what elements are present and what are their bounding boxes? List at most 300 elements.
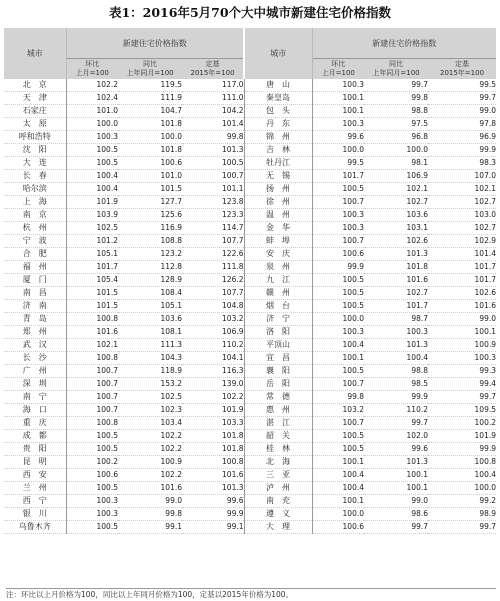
- city-name: 太 原: [4, 118, 66, 131]
- table-row: [4, 144, 496, 157]
- tongbi-value: 108.1: [118, 326, 182, 339]
- table-row: [4, 443, 496, 456]
- huanbi-value: 100.1: [312, 495, 364, 508]
- huanbi-value: 100.3: [312, 118, 364, 131]
- tongbi-value: 99.7: [364, 417, 428, 430]
- dingji-value: 99.6: [182, 495, 244, 508]
- huanbi-value: 100.3: [66, 131, 118, 144]
- huanbi-value: 103.2: [312, 404, 364, 417]
- city-name: 包 头: [244, 105, 312, 118]
- dingji-value: 99.8: [182, 131, 244, 144]
- city-name: 大 理: [244, 521, 312, 534]
- huanbi-value: 100.7: [312, 378, 364, 391]
- dingji-value: 114.7: [182, 222, 244, 235]
- table-row: [4, 300, 496, 313]
- huanbi-value: 105.1: [66, 248, 118, 261]
- city-name: 吉 林: [244, 144, 312, 157]
- huanbi-value: 100.4: [66, 183, 118, 196]
- tongbi-value: 110.2: [364, 404, 428, 417]
- city-name: 遵 义: [244, 508, 312, 521]
- city-name: 沈 阳: [4, 144, 66, 157]
- header-city-right: 城市: [244, 28, 312, 79]
- city-name: 洛 阳: [244, 326, 312, 339]
- city-name: 扬 州: [244, 183, 312, 196]
- tongbi-value: 101.3: [364, 339, 428, 352]
- dingji-value: 101.8: [182, 443, 244, 456]
- huanbi-value: 102.4: [66, 92, 118, 105]
- tongbi-value: 108.4: [118, 287, 182, 300]
- city-name: 唐 山: [244, 79, 312, 92]
- huanbi-value: 100.5: [312, 274, 364, 287]
- dingji-value: 103.3: [182, 417, 244, 430]
- table-row: [4, 118, 496, 131]
- city-name: 桂 林: [244, 443, 312, 456]
- huanbi-value: 100.3: [312, 79, 364, 92]
- huanbi-value: 100.6: [312, 248, 364, 261]
- city-name: 上 海: [4, 196, 66, 209]
- table-row: [4, 469, 496, 482]
- tongbi-value: 98.8: [364, 365, 428, 378]
- tongbi-value: 100.4: [364, 352, 428, 365]
- huanbi-value: 101.9: [66, 196, 118, 209]
- huanbi-value: 100.7: [312, 235, 364, 248]
- city-name: 北 京: [4, 79, 66, 92]
- tongbi-value: 101.6: [364, 274, 428, 287]
- dingji-value: 99.7: [428, 521, 496, 534]
- huanbi-value: 101.0: [66, 105, 118, 118]
- dingji-value: 109.5: [428, 404, 496, 417]
- dingji-value: 100.3: [428, 352, 496, 365]
- header-huanbi-left: 环比 上月=100: [66, 59, 118, 80]
- dingji-value: 101.4: [428, 248, 496, 261]
- huanbi-value: 105.4: [66, 274, 118, 287]
- tongbi-value: 116.9: [118, 222, 182, 235]
- city-name: 南 充: [244, 495, 312, 508]
- table-row: [4, 404, 496, 417]
- header-dingji-left: 定基 2015年=100: [182, 59, 244, 80]
- footnote: 注：环比以上月价格为100，同比以上年同月价格为100，定基以2015年价格为100。: [6, 588, 496, 601]
- table-row: [4, 521, 496, 534]
- tongbi-value: 104.3: [118, 352, 182, 365]
- huanbi-value: 101.2: [66, 235, 118, 248]
- tongbi-value: 102.1: [364, 183, 428, 196]
- city-name: 安 庆: [244, 248, 312, 261]
- table-row: [4, 352, 496, 365]
- huanbi-value: 100.0: [312, 508, 364, 521]
- city-name: 丹 东: [244, 118, 312, 131]
- dingji-value: 106.9: [182, 326, 244, 339]
- city-name: 南 宁: [4, 391, 66, 404]
- city-name: 天 津: [4, 92, 66, 105]
- huanbi-value: 99.5: [312, 157, 364, 170]
- dingji-value: 104.2: [182, 105, 244, 118]
- tongbi-value: 102.7: [364, 196, 428, 209]
- dingji-value: 101.9: [428, 430, 496, 443]
- dingji-value: 100.4: [428, 469, 496, 482]
- table-row: [4, 378, 496, 391]
- huanbi-value: 100.4: [312, 469, 364, 482]
- city-name: 广 州: [4, 365, 66, 378]
- dingji-value: 123.3: [182, 209, 244, 222]
- huanbi-value: 100.6: [66, 469, 118, 482]
- dingji-value: 96.9: [428, 131, 496, 144]
- city-name: 韶 关: [244, 430, 312, 443]
- huanbi-value: 100.7: [312, 196, 364, 209]
- table-row: [4, 482, 496, 495]
- city-name: 福 州: [4, 261, 66, 274]
- tongbi-value: 123.2: [118, 248, 182, 261]
- huanbi-value: 100.5: [312, 443, 364, 456]
- tongbi-value: 101.0: [118, 170, 182, 183]
- huanbi-value: 100.3: [66, 508, 118, 521]
- dingji-value: 107.0: [428, 170, 496, 183]
- table-row: [4, 456, 496, 469]
- dingji-value: 102.7: [428, 222, 496, 235]
- table-row: [4, 261, 496, 274]
- table-row: [4, 157, 496, 170]
- dingji-value: 99.2: [428, 495, 496, 508]
- city-name: 牡丹江: [244, 157, 312, 170]
- city-name: 深 圳: [4, 378, 66, 391]
- city-name: 合 肥: [4, 248, 66, 261]
- tongbi-value: 153.2: [118, 378, 182, 391]
- dingji-value: 122.6: [182, 248, 244, 261]
- dingji-value: 111.0: [182, 92, 244, 105]
- dingji-value: 104.1: [182, 352, 244, 365]
- tongbi-value: 111.9: [118, 92, 182, 105]
- huanbi-value: 100.5: [312, 365, 364, 378]
- city-name: 大 连: [4, 157, 66, 170]
- tongbi-value: 112.8: [118, 261, 182, 274]
- city-name: 宜 昌: [244, 352, 312, 365]
- dingji-value: 126.2: [182, 274, 244, 287]
- huanbi-value: 99.6: [312, 131, 364, 144]
- huanbi-value: 101.5: [66, 300, 118, 313]
- city-name: 湛 江: [244, 417, 312, 430]
- tongbi-value: 101.8: [364, 261, 428, 274]
- huanbi-value: 100.5: [312, 287, 364, 300]
- huanbi-value: 100.0: [312, 313, 364, 326]
- city-name: 成 都: [4, 430, 66, 443]
- tongbi-value: 101.6: [118, 482, 182, 495]
- city-name: 无 锡: [244, 170, 312, 183]
- table-row: [4, 287, 496, 300]
- tongbi-value: 102.3: [118, 404, 182, 417]
- table-row: [4, 365, 496, 378]
- dingji-value: 101.3: [182, 482, 244, 495]
- tongbi-value: 98.5: [364, 378, 428, 391]
- tongbi-value: 103.1: [364, 222, 428, 235]
- dingji-value: 117.0: [182, 79, 244, 92]
- tongbi-value: 98.8: [364, 105, 428, 118]
- table-row: [4, 105, 496, 118]
- city-name: 蚌 埠: [244, 235, 312, 248]
- tongbi-value: 98.6: [364, 508, 428, 521]
- city-name: 长 春: [4, 170, 66, 183]
- tongbi-value: 119.5: [118, 79, 182, 92]
- dingji-value: 101.1: [182, 183, 244, 196]
- dingji-value: 103.2: [182, 313, 244, 326]
- tongbi-value: 100.0: [118, 131, 182, 144]
- tongbi-value: 101.3: [364, 456, 428, 469]
- city-name: 岳 阳: [244, 378, 312, 391]
- dingji-value: 98.3: [428, 157, 496, 170]
- city-name: 泸 州: [244, 482, 312, 495]
- huanbi-value: 100.0: [66, 118, 118, 131]
- tongbi-value: 106.9: [364, 170, 428, 183]
- dingji-value: 139.0: [182, 378, 244, 391]
- dingji-value: 110.2: [182, 339, 244, 352]
- table-row: [4, 339, 496, 352]
- huanbi-value: 100.1: [312, 105, 364, 118]
- tongbi-value: 101.5: [118, 183, 182, 196]
- tongbi-value: 99.8: [118, 508, 182, 521]
- tongbi-value: 99.7: [364, 79, 428, 92]
- dingji-value: 103.0: [428, 209, 496, 222]
- city-name: 平顶山: [244, 339, 312, 352]
- page-title: 表1：2016年5月70个大中城市新建住宅价格指数: [108, 5, 392, 20]
- city-name: 温 州: [244, 209, 312, 222]
- huanbi-value: 101.6: [66, 326, 118, 339]
- dingji-value: 101.7: [428, 261, 496, 274]
- city-name: 西 宁: [4, 495, 66, 508]
- huanbi-value: 100.5: [66, 482, 118, 495]
- table-row: [4, 391, 496, 404]
- dingji-value: 98.9: [428, 508, 496, 521]
- city-name: 乌鲁木齐: [4, 521, 66, 534]
- dingji-value: 101.8: [182, 430, 244, 443]
- city-name: 秦皇岛: [244, 92, 312, 105]
- dingji-value: 102.6: [428, 287, 496, 300]
- table-row: [4, 248, 496, 261]
- dingji-value: 100.9: [428, 339, 496, 352]
- dingji-value: 100.2: [428, 417, 496, 430]
- city-name: 九 江: [244, 274, 312, 287]
- tongbi-value: 102.6: [364, 235, 428, 248]
- tongbi-value: 108.8: [118, 235, 182, 248]
- dingji-value: 99.1: [182, 521, 244, 534]
- huanbi-value: 100.5: [312, 300, 364, 313]
- dingji-value: 102.9: [428, 235, 496, 248]
- tongbi-value: 99.0: [118, 495, 182, 508]
- tongbi-value: 98.1: [364, 157, 428, 170]
- city-name: 南 昌: [4, 287, 66, 300]
- city-name: 徐 州: [244, 196, 312, 209]
- city-name: 重 庆: [4, 417, 66, 430]
- tongbi-value: 99.7: [364, 521, 428, 534]
- dingji-value: 97.8: [428, 118, 496, 131]
- city-name: 济 宁: [244, 313, 312, 326]
- tongbi-value: 100.0: [364, 144, 428, 157]
- dingji-value: 107.7: [182, 235, 244, 248]
- dingji-value: 99.9: [428, 443, 496, 456]
- dingji-value: 101.4: [182, 118, 244, 131]
- huanbi-value: 100.5: [66, 157, 118, 170]
- dingji-value: 99.0: [428, 105, 496, 118]
- table-row: [4, 79, 496, 92]
- header-dingji-right: 定基 2015年=100: [428, 59, 496, 80]
- huanbi-value: 100.3: [312, 326, 364, 339]
- huanbi-value: 102.2: [66, 79, 118, 92]
- dingji-value: 104.8: [182, 300, 244, 313]
- tongbi-value: 102.0: [364, 430, 428, 443]
- tongbi-value: 101.8: [118, 144, 182, 157]
- table-row: [4, 495, 496, 508]
- city-name: 赣 州: [244, 287, 312, 300]
- table-row: [4, 209, 496, 222]
- tongbi-value: 99.9: [364, 391, 428, 404]
- dingji-value: 101.3: [182, 144, 244, 157]
- tongbi-value: 127.7: [118, 196, 182, 209]
- tongbi-value: 102.2: [118, 430, 182, 443]
- huanbi-value: 101.5: [66, 287, 118, 300]
- city-name: 兰 州: [4, 482, 66, 495]
- dingji-value: 101.6: [182, 469, 244, 482]
- tongbi-value: 103.6: [118, 313, 182, 326]
- dingji-value: 107.7: [182, 287, 244, 300]
- tongbi-value: 104.7: [118, 105, 182, 118]
- huanbi-value: 100.5: [312, 430, 364, 443]
- city-name: 常 德: [244, 391, 312, 404]
- dingji-value: 100.5: [182, 157, 244, 170]
- huanbi-value: 103.9: [66, 209, 118, 222]
- dingji-value: 99.3: [428, 365, 496, 378]
- table-body: [4, 79, 496, 534]
- city-name: 长 沙: [4, 352, 66, 365]
- table-row: [4, 196, 496, 209]
- tongbi-value: 96.8: [364, 131, 428, 144]
- huanbi-value: 100.5: [66, 430, 118, 443]
- huanbi-value: 100.3: [312, 209, 364, 222]
- header-tongbi-left: 同比 上年同月=100: [118, 59, 182, 80]
- tongbi-value: 99.1: [118, 521, 182, 534]
- huanbi-value: 100.8: [66, 352, 118, 365]
- dingji-value: 102.2: [182, 391, 244, 404]
- header-group-left: 新建住宅价格指数: [66, 28, 244, 59]
- table-row: [4, 92, 496, 105]
- header-group-right: 新建住宅价格指数: [312, 28, 496, 59]
- huanbi-value: 100.4: [66, 170, 118, 183]
- dingji-value: 111.8: [182, 261, 244, 274]
- tongbi-value: 102.7: [364, 287, 428, 300]
- huanbi-value: 100.1: [312, 352, 364, 365]
- dingji-value: 100.8: [428, 456, 496, 469]
- tongbi-value: 102.5: [118, 391, 182, 404]
- city-name: 海 口: [4, 404, 66, 417]
- city-name: 厦 门: [4, 274, 66, 287]
- table-row: [4, 222, 496, 235]
- tongbi-value: 125.6: [118, 209, 182, 222]
- dingji-value: 123.8: [182, 196, 244, 209]
- tongbi-value: 100.9: [118, 456, 182, 469]
- huanbi-value: 102.1: [66, 339, 118, 352]
- huanbi-value: 101.7: [312, 170, 364, 183]
- table-row: [4, 274, 496, 287]
- dingji-value: 99.4: [428, 378, 496, 391]
- price-index-table: [4, 28, 496, 534]
- tongbi-value: 100.1: [364, 482, 428, 495]
- city-name: 哈尔滨: [4, 183, 66, 196]
- dingji-value: 101.7: [428, 274, 496, 287]
- dingji-value: 100.8: [182, 456, 244, 469]
- dingji-value: 100.1: [428, 326, 496, 339]
- dingji-value: 101.9: [182, 404, 244, 417]
- city-name: 贵 阳: [4, 443, 66, 456]
- huanbi-value: 100.5: [66, 443, 118, 456]
- city-name: 西 安: [4, 469, 66, 482]
- dingji-value: 99.0: [428, 313, 496, 326]
- huanbi-value: 99.8: [312, 391, 364, 404]
- huanbi-value: 100.7: [66, 378, 118, 391]
- huanbi-value: 100.7: [312, 417, 364, 430]
- city-name: 南 京: [4, 209, 66, 222]
- huanbi-value: 99.9: [312, 261, 364, 274]
- city-name: 呼和浩特: [4, 131, 66, 144]
- table-row: [4, 417, 496, 430]
- city-name: 青 岛: [4, 313, 66, 326]
- dingji-value: 99.7: [428, 391, 496, 404]
- huanbi-value: 100.7: [66, 404, 118, 417]
- city-name: 锦 州: [244, 131, 312, 144]
- tongbi-value: 101.8: [118, 118, 182, 131]
- header-tongbi-right: 同比 上年同月=100: [364, 59, 428, 80]
- tongbi-value: 105.1: [118, 300, 182, 313]
- huanbi-value: 100.7: [66, 365, 118, 378]
- tongbi-value: 103.6: [364, 209, 428, 222]
- huanbi-value: 100.5: [66, 521, 118, 534]
- dingji-value: 99.5: [428, 79, 496, 92]
- table-row: [4, 170, 496, 183]
- huanbi-value: 100.8: [66, 417, 118, 430]
- huanbi-value: 100.5: [312, 183, 364, 196]
- city-name: 惠 州: [244, 404, 312, 417]
- city-name: 金 华: [244, 222, 312, 235]
- table-row: [4, 183, 496, 196]
- city-name: 郑 州: [4, 326, 66, 339]
- tongbi-value: 102.2: [118, 443, 182, 456]
- table-row: [4, 313, 496, 326]
- dingji-value: 102.1: [428, 183, 496, 196]
- huanbi-value: 100.1: [312, 92, 364, 105]
- city-name: 烟 台: [244, 300, 312, 313]
- city-name: 武 汉: [4, 339, 66, 352]
- header-city-left: 城市: [4, 28, 66, 79]
- tongbi-value: 98.7: [364, 313, 428, 326]
- tongbi-value: 100.3: [364, 326, 428, 339]
- huanbi-value: 100.6: [312, 521, 364, 534]
- city-name: 北 海: [244, 456, 312, 469]
- huanbi-value: 100.3: [66, 495, 118, 508]
- tongbi-value: 118.9: [118, 365, 182, 378]
- dingji-value: 99.9: [182, 508, 244, 521]
- dingji-value: 100.7: [182, 170, 244, 183]
- city-name: 泉 州: [244, 261, 312, 274]
- table-row: [4, 326, 496, 339]
- city-name: 济 南: [4, 300, 66, 313]
- city-name: 石家庄: [4, 105, 66, 118]
- huanbi-value: 102.5: [66, 222, 118, 235]
- tongbi-value: 100.6: [118, 157, 182, 170]
- city-name: 银 川: [4, 508, 66, 521]
- tongbi-value: 99.0: [364, 495, 428, 508]
- header-huanbi-right: 环比 上月=100: [312, 59, 364, 80]
- table-row: [4, 131, 496, 144]
- dingji-value: 100.0: [428, 482, 496, 495]
- huanbi-value: 101.7: [66, 261, 118, 274]
- huanbi-value: 100.1: [312, 456, 364, 469]
- table-row: [4, 430, 496, 443]
- dingji-value: 99.9: [428, 144, 496, 157]
